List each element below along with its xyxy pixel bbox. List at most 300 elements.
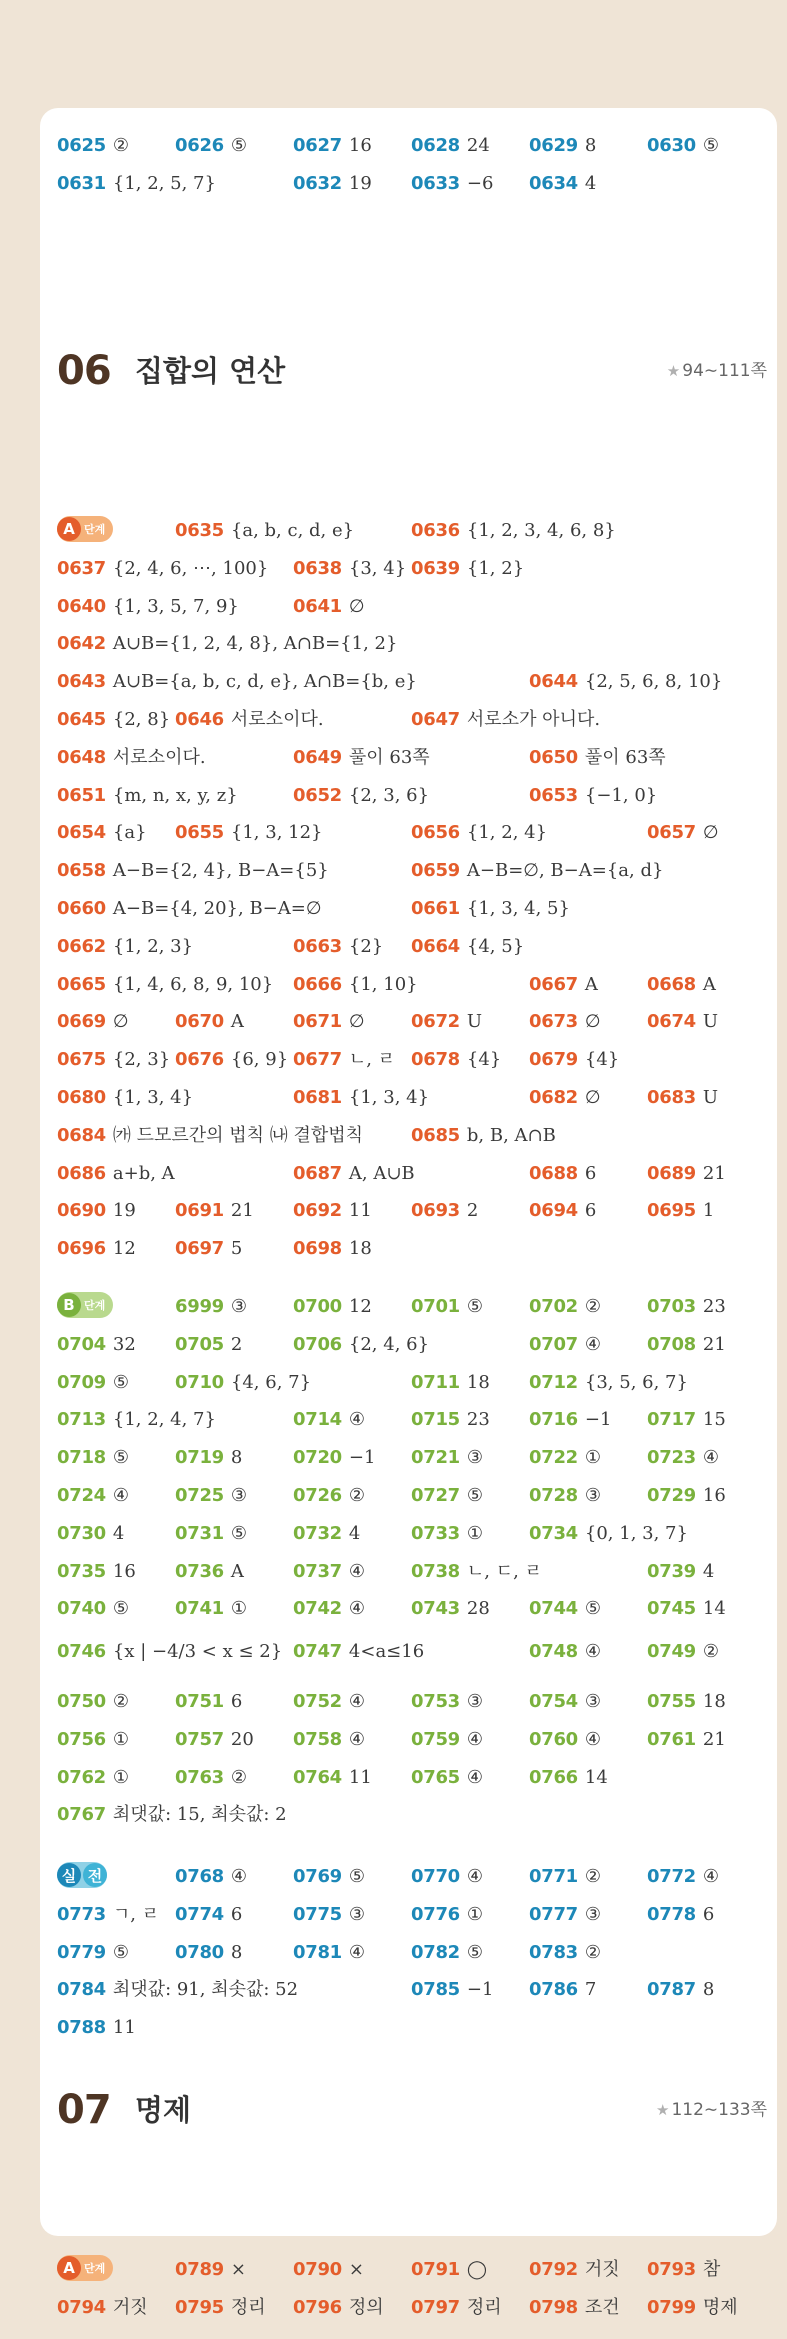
answer-value: 14 xyxy=(584,1766,608,1788)
problem-number: 0653 xyxy=(529,784,578,806)
problem-number: 0789 xyxy=(175,2259,224,2280)
answer-value: 2 xyxy=(230,1333,243,1355)
problem-number: 0749 xyxy=(647,1641,696,1663)
problem-number: 0663 xyxy=(293,935,342,957)
problem-number: 0638 xyxy=(293,557,342,579)
problem-number: 0752 xyxy=(293,1691,342,1712)
answer-value: ② xyxy=(584,1941,602,1963)
answer-value: 32 xyxy=(112,1333,136,1355)
problem-number: 0650 xyxy=(529,746,578,768)
answer-item xyxy=(411,1196,478,1226)
answer-value: 서로소이다. xyxy=(230,709,324,730)
answer-item xyxy=(529,1405,611,1435)
problem-number: 0709 xyxy=(57,1371,106,1393)
problem-number: 0627 xyxy=(293,135,342,156)
answer-item xyxy=(293,1900,365,1930)
answer-row xyxy=(40,1800,777,1830)
answer-item xyxy=(175,1862,247,1892)
answer-item xyxy=(529,1083,601,1113)
answer-value: 8 xyxy=(230,1447,243,1469)
answer-value: ③ xyxy=(584,1903,602,1925)
answer-row xyxy=(40,1862,777,1892)
problem-number: 0706 xyxy=(293,1333,342,1355)
answer-row xyxy=(40,894,777,924)
problem-number: 0751 xyxy=(175,1691,224,1712)
problem-number: 0677 xyxy=(293,1049,342,1071)
problem-number: 0640 xyxy=(57,595,106,617)
answer-item xyxy=(57,2013,136,2043)
answer-row xyxy=(40,705,777,735)
answer-item xyxy=(293,131,372,161)
answer-value: A−B={4, 20}, B−A=∅ xyxy=(112,898,322,919)
answer-value: 18 xyxy=(466,1371,490,1393)
answer-row xyxy=(40,1519,777,1549)
problem-number: 0732 xyxy=(293,1522,342,1544)
answer-value: ∅ xyxy=(348,1011,365,1033)
answer-value: 4<a≤16 xyxy=(348,1641,425,1663)
problem-number: 0704 xyxy=(57,1333,106,1355)
answer-row xyxy=(40,1763,777,1793)
answer-item xyxy=(293,1725,365,1755)
answer-item xyxy=(293,2255,364,2285)
answer-item xyxy=(57,169,216,199)
answer-value: 11 xyxy=(112,2017,136,2039)
answer-item xyxy=(647,1900,714,1930)
answer-item xyxy=(57,2293,148,2323)
problem-number: 0686 xyxy=(57,1162,106,1184)
problem-number: 0689 xyxy=(647,1162,696,1184)
problem-number: 0676 xyxy=(175,1049,224,1071)
answer-row xyxy=(40,1481,777,1511)
answer-item xyxy=(411,1862,483,1892)
problem-number: 0776 xyxy=(411,1903,460,1925)
answer-item xyxy=(529,1725,601,1755)
answer-value: U xyxy=(702,1087,719,1108)
answer-item xyxy=(411,932,524,962)
answer-value: ① xyxy=(112,1766,130,1788)
problem-number: 0737 xyxy=(293,1560,342,1582)
answer-value: ③ xyxy=(466,1447,484,1469)
problem-number: 0726 xyxy=(293,1485,342,1506)
answer-row xyxy=(40,932,777,962)
problem-number: 0666 xyxy=(293,973,342,995)
answer-value: ∅ xyxy=(112,1011,129,1033)
answer-item xyxy=(647,1443,719,1473)
answer-value: {1, 3, 12} xyxy=(230,822,323,844)
answer-row xyxy=(40,169,777,199)
section-number: 07 xyxy=(57,2087,111,2133)
problem-number: 0688 xyxy=(529,1162,578,1184)
answer-item xyxy=(293,1763,372,1793)
answer-value: ⑤ xyxy=(584,1598,602,1620)
answer-item xyxy=(529,1687,601,1717)
answer-row xyxy=(40,516,777,546)
answer-value: ⑤ xyxy=(230,1522,248,1544)
answer-value: −1 xyxy=(584,1409,612,1431)
problem-number: 0771 xyxy=(529,1866,578,1887)
problem-number: 0783 xyxy=(529,1941,578,1963)
answer-value: ⑤ xyxy=(466,1485,484,1506)
problem-number: 0781 xyxy=(293,1941,342,1963)
problem-number: 0720 xyxy=(293,1447,342,1469)
answer-value: {1, 10} xyxy=(348,973,418,995)
answer-item xyxy=(529,1159,596,1189)
answer-item xyxy=(411,2255,487,2285)
answer-item xyxy=(647,1687,726,1717)
answer-item xyxy=(293,781,429,811)
problem-number: 0683 xyxy=(647,1087,696,1108)
problem-number: 0725 xyxy=(175,1485,224,1506)
answer-item xyxy=(175,1900,242,1930)
answer-row xyxy=(40,667,777,697)
problem-number: 0665 xyxy=(57,973,106,995)
problem-number: 0769 xyxy=(293,1866,342,1887)
answer-row xyxy=(40,1159,777,1189)
problem-number: 0664 xyxy=(411,935,460,957)
answer-value: A xyxy=(230,1011,244,1033)
problem-number: 0692 xyxy=(293,1200,342,1222)
problem-number: 0784 xyxy=(57,1979,106,2001)
problem-number: 0779 xyxy=(57,1941,106,1963)
answer-item xyxy=(175,1368,311,1398)
answer-value: −6 xyxy=(466,172,494,194)
answer-item xyxy=(411,1368,490,1398)
problem-number: 0696 xyxy=(57,1238,106,1260)
answer-value: {3, 5, 6, 7} xyxy=(584,1371,688,1393)
answer-item xyxy=(529,169,596,199)
problem-number: 0729 xyxy=(647,1485,696,1506)
answer-item xyxy=(293,970,418,1000)
answer-item xyxy=(411,1975,493,2005)
answer-value: {2, 4, 6, ⋯, 100} xyxy=(112,557,269,579)
answer-row xyxy=(40,1083,777,1113)
answer-item xyxy=(293,169,372,199)
answer-item xyxy=(57,592,239,622)
answer-item xyxy=(175,2255,246,2285)
answer-row xyxy=(40,1007,777,1037)
answer-item xyxy=(57,131,129,161)
problem-number: 0719 xyxy=(175,1447,224,1469)
answer-item xyxy=(411,1725,483,1755)
answer-value: {4} xyxy=(466,1049,502,1071)
answer-item xyxy=(175,1330,242,1360)
badge-practice: 실 전 xyxy=(57,1862,107,1888)
answer-value: ∅ xyxy=(702,822,719,844)
answer-row xyxy=(40,1900,777,1930)
problem-number: 0790 xyxy=(293,2259,342,2280)
answer-value: {x | −4/3 < x ≤ 2} xyxy=(112,1641,283,1663)
answer-value: 6 xyxy=(584,1200,597,1222)
answer-value: {1, 3, 5, 7, 9} xyxy=(112,595,239,617)
answer-value: 21 xyxy=(702,1333,726,1355)
problem-number: 0670 xyxy=(175,1011,224,1033)
answer-item xyxy=(411,1557,542,1587)
problem-number: 0782 xyxy=(411,1941,460,1963)
section-number: 06 xyxy=(57,348,111,394)
answer-value: 4 xyxy=(112,1522,125,1544)
answer-card xyxy=(40,108,777,2318)
answer-item xyxy=(293,1159,415,1189)
answer-row xyxy=(40,2013,777,2043)
answer-item xyxy=(57,1725,129,1755)
problem-number: 0745 xyxy=(647,1598,696,1620)
problem-number: 0770 xyxy=(411,1866,460,1887)
answer-value: ① xyxy=(466,1522,484,1544)
answer-row xyxy=(40,856,777,886)
problem-number: 0778 xyxy=(647,1903,696,1925)
answer-item xyxy=(647,2255,720,2285)
answer-value: 20 xyxy=(230,1728,254,1750)
problem-number: 0711 xyxy=(411,1371,460,1393)
answer-value: ② xyxy=(112,135,130,156)
problem-number: 0759 xyxy=(411,1728,460,1750)
problem-number: 0723 xyxy=(647,1447,696,1469)
answer-value: 16 xyxy=(112,1560,136,1582)
problem-number: 0642 xyxy=(57,633,106,655)
answer-item xyxy=(647,1725,726,1755)
answer-value: U xyxy=(702,1011,719,1033)
problem-number: 0739 xyxy=(647,1560,696,1582)
answer-value: 21 xyxy=(230,1200,254,1222)
answer-item xyxy=(411,894,570,924)
answer-value: 7 xyxy=(584,1979,597,2001)
answer-value: {2, 4, 6} xyxy=(348,1333,430,1355)
answer-item xyxy=(57,894,322,924)
answer-item xyxy=(57,1800,287,1830)
answer-value: {1, 3, 4} xyxy=(348,1087,430,1108)
answer-item xyxy=(647,1196,714,1226)
answer-value: a+b, A xyxy=(112,1162,175,1184)
problem-number: 0792 xyxy=(529,2259,578,2280)
answer-item xyxy=(411,1292,483,1322)
problem-number: 0744 xyxy=(529,1598,578,1620)
answer-row xyxy=(40,1330,777,1360)
answer-value: ① xyxy=(584,1447,602,1469)
answer-item xyxy=(175,1594,247,1624)
problem-number: 0735 xyxy=(57,1560,106,1582)
answer-value: 정리 xyxy=(230,2296,266,2318)
problem-number: 0690 xyxy=(57,1200,106,1222)
answer-item xyxy=(175,1234,242,1264)
problem-number: 0661 xyxy=(411,898,460,919)
answer-value: ③ xyxy=(584,1485,602,1506)
answer-value: 21 xyxy=(702,1162,726,1184)
problem-number: 0629 xyxy=(529,135,578,156)
problem-number: 0793 xyxy=(647,2259,696,2280)
problem-number: 0656 xyxy=(411,822,460,844)
problem-number: 0788 xyxy=(57,2017,106,2039)
answer-value: ② xyxy=(584,1866,602,1887)
problem-number: 0651 xyxy=(57,784,106,806)
answer-value: {1, 3, 4} xyxy=(112,1087,194,1108)
answer-value: ④ xyxy=(702,1447,720,1469)
problem-number: 0731 xyxy=(175,1522,224,1544)
answer-value: 12 xyxy=(112,1238,136,1260)
problem-number: 0768 xyxy=(175,1866,224,1887)
answer-value: {0, 1, 3, 7} xyxy=(584,1522,688,1544)
problem-number: 0657 xyxy=(647,822,696,844)
answer-item xyxy=(411,169,493,199)
answer-value: ⑤ xyxy=(702,135,720,156)
problem-number: 0710 xyxy=(175,1371,224,1393)
answer-value: A∪B={1, 2, 4, 8}, A∩B={1, 2} xyxy=(112,633,398,655)
problem-number: 0733 xyxy=(411,1522,460,1544)
star-icon: ★ xyxy=(655,2101,670,2119)
problem-number: 0742 xyxy=(293,1598,342,1620)
problem-number: 0799 xyxy=(647,2296,696,2318)
answer-item xyxy=(647,1637,719,1667)
answer-value: ④ xyxy=(584,1333,602,1355)
problem-number: 0755 xyxy=(647,1691,696,1712)
answer-value: −1 xyxy=(466,1979,494,2001)
answer-value: ④ xyxy=(348,1598,366,1620)
problem-number: 0736 xyxy=(175,1560,224,1582)
answer-item xyxy=(293,554,406,584)
answer-row xyxy=(40,2293,777,2323)
problem-number: 0669 xyxy=(57,1011,106,1033)
answer-item xyxy=(293,1557,365,1587)
problem-number: 0658 xyxy=(57,860,106,882)
answer-value: ② xyxy=(112,1691,130,1712)
answer-value: b, B, A∩B xyxy=(466,1124,556,1146)
problem-number: 0714 xyxy=(293,1409,342,1431)
answer-item xyxy=(411,705,600,735)
badge-a-stage: A 단계 xyxy=(57,516,113,542)
answer-item xyxy=(529,1330,601,1360)
answer-value: {a} xyxy=(112,822,147,844)
answer-item xyxy=(529,667,722,697)
answer-value: ㄱ, ㄹ xyxy=(112,1903,160,1925)
answer-row xyxy=(40,1975,777,2005)
answer-item xyxy=(293,932,383,962)
answer-value: {2, 8} xyxy=(112,709,171,730)
problem-number: 0718 xyxy=(57,1447,106,1469)
problem-number: 0631 xyxy=(57,172,106,194)
answer-item xyxy=(293,1330,429,1360)
answer-value: ⑤ xyxy=(466,1941,484,1963)
problem-number: 0695 xyxy=(647,1200,696,1222)
answer-value: 18 xyxy=(702,1691,726,1712)
answer-item xyxy=(529,1938,601,1968)
answer-item xyxy=(57,743,206,773)
section-title: 집합의 연산 xyxy=(135,354,286,388)
answer-value: {1, 4, 6, 8, 9, 10} xyxy=(112,973,274,995)
answer-item xyxy=(529,1007,601,1037)
problem-number: 0712 xyxy=(529,1371,578,1393)
answer-item xyxy=(411,818,547,848)
answer-value: ① xyxy=(112,1728,130,1750)
section-06-header xyxy=(57,346,777,396)
answer-item xyxy=(57,705,170,735)
answer-value: ③ xyxy=(230,1485,248,1506)
answer-item xyxy=(175,1763,247,1793)
problem-number: 0797 xyxy=(411,2296,460,2318)
answer-item xyxy=(529,1900,601,1930)
answer-item xyxy=(293,1481,365,1511)
problem-number: 0766 xyxy=(529,1766,578,1788)
answer-value: ④ xyxy=(702,1866,720,1887)
answer-item xyxy=(411,856,663,886)
answer-item xyxy=(175,1443,242,1473)
problem-number: 0637 xyxy=(57,557,106,579)
answer-item xyxy=(57,1330,136,1360)
problem-number: 0757 xyxy=(175,1728,224,1750)
problem-number: 0636 xyxy=(411,520,460,541)
answer-item xyxy=(647,1594,726,1624)
answer-item xyxy=(57,1443,129,1473)
answer-row xyxy=(40,743,777,773)
answer-value: 5 xyxy=(230,1238,243,1260)
answer-item xyxy=(647,1405,726,1435)
answer-item xyxy=(57,1481,129,1511)
problem-number: 0684 xyxy=(57,1124,106,1146)
answer-row xyxy=(40,592,777,622)
answer-row xyxy=(40,1196,777,1226)
problem-number: 0649 xyxy=(293,746,342,768)
problem-number: 0644 xyxy=(529,671,578,693)
problem-number: 0654 xyxy=(57,822,106,844)
answer-item xyxy=(57,1159,175,1189)
answer-value: {−1, 0} xyxy=(584,784,658,806)
problem-number: 0756 xyxy=(57,1728,106,1750)
answer-item xyxy=(293,1938,365,1968)
answer-value: 4 xyxy=(702,1560,715,1582)
badge-a-stage: A 단계 xyxy=(57,2255,113,2281)
answer-item xyxy=(57,1975,298,2005)
answer-item xyxy=(411,1007,482,1037)
answer-item xyxy=(411,1443,483,1473)
page-range: ★ 94∼111쪽 xyxy=(666,361,767,381)
problem-number: 0727 xyxy=(411,1485,460,1506)
answer-value: {4} xyxy=(584,1049,620,1071)
answer-item xyxy=(529,2293,620,2323)
answer-item xyxy=(647,818,719,848)
answer-item xyxy=(529,970,598,1000)
answer-value: A−B=∅, B−A={a, d} xyxy=(466,860,664,882)
answer-value: A−B={2, 4}, B−A={5} xyxy=(112,860,329,882)
problem-number: 0680 xyxy=(57,1087,106,1108)
answer-value: 4 xyxy=(584,172,597,194)
answer-item xyxy=(529,1862,601,1892)
answer-row xyxy=(40,2255,777,2285)
answer-item xyxy=(529,1763,608,1793)
answer-item xyxy=(57,781,238,811)
answer-item xyxy=(57,1083,193,1113)
answer-value: ④ xyxy=(348,1560,366,1582)
answer-item xyxy=(529,1481,601,1511)
answer-value: U xyxy=(466,1011,483,1033)
problem-number: 0780 xyxy=(175,1941,224,1963)
answer-row xyxy=(40,1687,777,1717)
answer-item xyxy=(647,1557,714,1587)
problem-number: 0713 xyxy=(57,1409,106,1431)
answer-item xyxy=(175,1007,244,1037)
problem-number: 0796 xyxy=(293,2296,342,2318)
problem-number: 0767 xyxy=(57,1804,106,1826)
problem-number: 0643 xyxy=(57,671,106,693)
answer-value: 최댓값: 15, 최솟값: 2 xyxy=(112,1804,287,1826)
problem-number: 0791 xyxy=(411,2259,460,2280)
problem-number: 0738 xyxy=(411,1560,460,1582)
problem-number: 0772 xyxy=(647,1866,696,1887)
problem-number: 0747 xyxy=(293,1641,342,1663)
problem-number: 0765 xyxy=(411,1766,460,1788)
answer-value: A xyxy=(584,973,598,995)
answer-value: ⑤ xyxy=(112,1371,130,1393)
answer-item xyxy=(57,629,397,659)
answer-value: 6 xyxy=(230,1691,243,1712)
answer-value: 14 xyxy=(702,1598,726,1620)
